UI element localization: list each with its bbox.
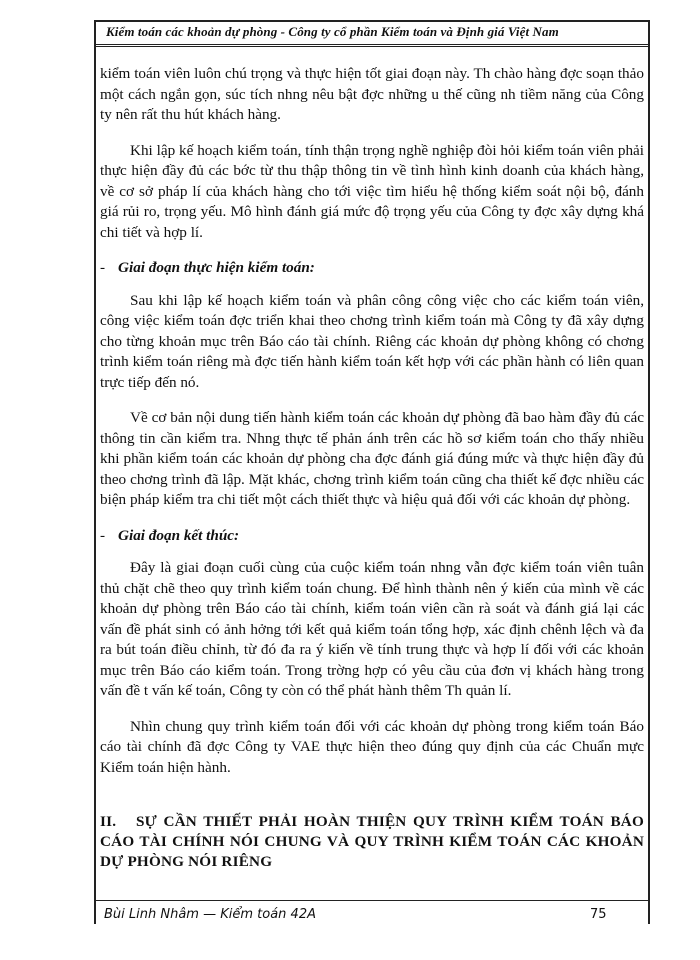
section-heading	[100, 812, 644, 872]
paragraph-5: Đây là giai đoạn cuối cùng của cuộc kiểm toán nhng vẫn đợc kiểm toán viên tuân thủ chặt chẽ theo quy trình kiểm toán chung. Để hình thành nên ý kiến của mình về các khoản dự phòng trên Báo cáo tài chính, kiểm toán viên cần rà soát và đánh giá lại các vấn đề phát sinh có ảnh hởng tới kết quả kiểm toán tổng hợp, xác định chênh lệch và đa ra bút toán điều chỉnh, từ đó đa ra ý kiến về tính trung thực và hợp lí đối với các khoản mục trên Báo cáo kiểm toán. Trong trờng hợp có yêu cầu của đơn vị khách hàng trong vấn đề t vấn kế toán, Công ty còn có thể phát hành thêm Th quản lí.	[100, 559, 644, 699]
running-header: Kiểm toán các khoản dự phòng - Công ty cổ phần Kiểm toán và Định giá Việt Nam	[106, 24, 559, 39]
page-body	[100, 64, 644, 872]
paragraph-2: Khi lập kế hoạch kiểm toán, tính thận trọng nghề nghiệp đòi hỏi kiểm toán viên phải thực hiện đầy đủ các bớc từ thu thập thông tin về tình hình kinh doanh của khách hàng, về cơ sở pháp lí của khách hàng cho tới việc tìm hiểu hệ thống kiểm soát nội bộ, đánh giá rủi ro, trọng yếu. Mô hình đánh giá mức độ trọng yếu của Công ty đợc xây dựng khá chi tiết và hợp lí.	[100, 141, 644, 241]
paragraph-1: kiểm toán viên luôn chú trọng và thực hiện tốt giai đoạn này. Th chào hàng đợc soạn thảo một cách ngắn gọn, súc tích nhng nêu bật đợc những u thế cũng nh tiềm năng của Công ty nên rất thu hút khách hàng.	[100, 65, 644, 123]
bullet-dash: -	[100, 526, 106, 544]
paragraph-6: Nhìn chung quy trình kiểm toán đối với các khoản dự phòng trong kiểm toán Báo cáo tài chính đã đợc Công ty VAE thực hiện theo đúng quy định của các Chuẩn mực Kiểm toán hiện hành.	[100, 717, 644, 776]
section-title: SỰ CẦN THIẾT PHẢI HOÀN THIỆN QUY TRÌNH KIỂM TOÁN BÁO CÁO TÀI CHÍNH NÓI CHUNG VÀ QUY TRÌNH KIỂM TOÁN CÁC KHOẢN DỰ PHÒNG NÓI RIÊNG	[100, 813, 644, 870]
page-number: 75	[590, 907, 607, 922]
subheading-conclusion	[100, 526, 644, 547]
subheading-execution	[100, 258, 644, 279]
section-number: II.	[100, 813, 117, 830]
footer-rule	[94, 900, 650, 901]
subheading-execution-text: Giai đoạn thực hiện kiểm toán:	[118, 259, 315, 276]
subheading-conclusion-text: Giai đoạn kết thúc:	[118, 526, 240, 544]
paragraph-3: Sau khi lập kế hoạch kiểm toán và phân công công việc cho các kiểm toán viên, công việc kiểm toán đợc triển khai theo chơng trình kiểm toán mà Công ty đã xây dựng cho từng khoản mục trên Báo cáo tài chính. Riêng các khoản dự phòng không có chơng trình kiểm toán riêng mà đợc tiến hành kiểm toán kết hợp với các phần hành có liên quan trực tiếp đến nó.	[100, 291, 644, 391]
paragraph-4: Về cơ bản nội dung tiến hành kiểm toán các khoản dự phòng đã bao hàm đầy đủ các thông tin cần kiểm tra. Nhng thực tế phản ánh trên các hồ sơ kiểm toán cho thấy nhiều khi phần kiểm toán các khoản dự phòng cha đợc đánh giá đúng mức và thực hiện đầy đủ theo chơng trình đã lập. Mặt khác, chơng trình kiểm toán cũng cha thiết kế đợc nhiều các biện pháp kiểm tra chi tiết một cách thiết thực và hiệu quả đối với các khoản dự phòng.	[100, 409, 644, 508]
bullet-dash: -	[100, 259, 106, 276]
footer-author: Bùi Linh Nhâm — Kiểm toán 42A	[104, 907, 316, 922]
